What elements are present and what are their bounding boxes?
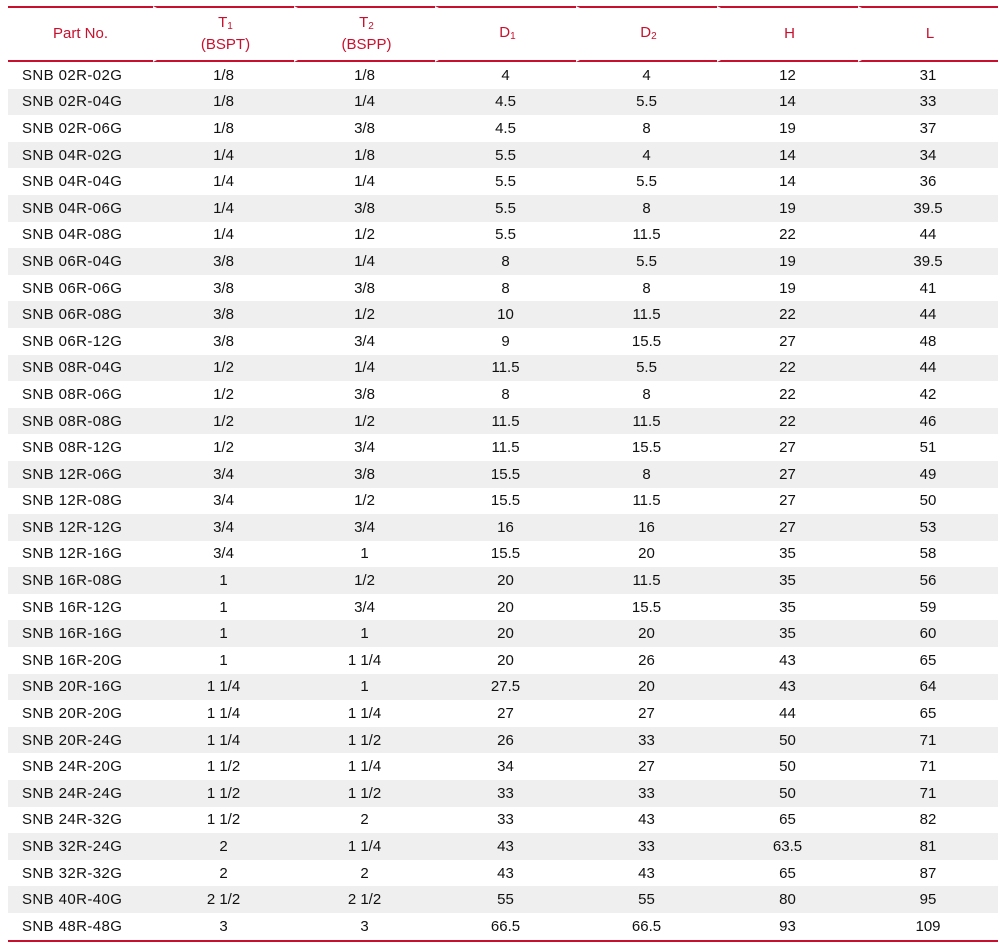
cell-l: 36 [919, 173, 937, 191]
cell-t2: 3/8 [354, 385, 375, 403]
column-header-label [862, 24, 998, 44]
cell-part: SNB 06R-12G [22, 332, 123, 350]
cell-t1: 3/8 [213, 279, 234, 297]
cell-part: SNB 16R-20G [22, 651, 123, 669]
cell-d1: 5.5 [435, 142, 576, 169]
column-header-label [298, 13, 435, 35]
column-header-thread-type: (BSPP) [341, 36, 392, 53]
cell-h: 14 [717, 142, 858, 169]
table-row [8, 700, 998, 727]
cell-t2: 1/2 [294, 301, 435, 328]
cell-d1: 27.5 [435, 674, 576, 701]
cell-t1: 1/2 [213, 439, 234, 457]
cell-t1: 3 [153, 913, 294, 942]
column-header-l [858, 6, 998, 62]
cell-part: SNB 08R-04G [8, 355, 153, 382]
table-row [8, 488, 998, 515]
cell-t2: 2 1/2 [294, 886, 435, 913]
cell-l: 34 [858, 142, 998, 169]
cell-t1: 1 1/4 [153, 727, 294, 754]
table-header [8, 6, 998, 62]
table-row [8, 594, 998, 621]
cell-t1: 1/4 [153, 142, 294, 169]
cell-d2: 11.5 [632, 492, 661, 510]
cell-l: 49 [858, 461, 998, 488]
column-header-t2 [294, 6, 435, 62]
cell-part: SNB 06R-06G [22, 279, 123, 297]
cell-t2: 3/4 [354, 598, 375, 616]
cell-h: 43 [779, 651, 796, 669]
column-header-subscript: 1 [227, 21, 233, 32]
cell-d2: 20 [638, 545, 655, 563]
cell-t1: 3/8 [213, 332, 234, 350]
cell-t1: 2 1/2 [153, 886, 294, 913]
cell-part: SNB 06R-08G [8, 301, 153, 328]
cell-h: 80 [717, 886, 858, 913]
cell-d1: 33 [497, 811, 514, 829]
cell-h: 22 [717, 408, 858, 435]
cell-d2: 20 [576, 620, 717, 647]
cell-l: 64 [858, 674, 998, 701]
cell-t2: 1 1/4 [294, 833, 435, 860]
cell-d2: 20 [576, 674, 717, 701]
cell-t2: 2 [360, 811, 369, 829]
cell-t1: 1/4 [213, 173, 234, 191]
cell-d1: 20 [435, 620, 576, 647]
cell-t1: 1/4 [153, 195, 294, 222]
cell-part: SNB 12R-12G [8, 514, 153, 541]
column-header-symbol: D [499, 24, 511, 41]
cell-l: 46 [858, 408, 998, 435]
cell-part: SNB 16R-08G [8, 567, 153, 594]
cell-d2: 27 [638, 758, 655, 776]
cell-part: SNB 20R-16G [8, 674, 153, 701]
cell-l: 82 [919, 811, 937, 829]
cell-l: 51 [919, 439, 937, 457]
cell-t1: 3/4 [153, 461, 294, 488]
table-row [8, 222, 998, 249]
cell-t2: 3/4 [354, 439, 375, 457]
column-header-subscript: 1 [510, 31, 516, 42]
cell-t2: 1 1/4 [347, 651, 382, 669]
table-row [8, 647, 998, 674]
cell-d2: 16 [576, 514, 717, 541]
cell-d2: 15.5 [631, 332, 662, 350]
cell-h: 27 [717, 514, 858, 541]
table-row [8, 168, 998, 195]
cell-l: 60 [858, 620, 998, 647]
spec-table-container [8, 6, 998, 942]
cell-l: 44 [858, 355, 998, 382]
cell-l: 48 [919, 332, 937, 350]
cell-d2: 33 [576, 727, 717, 754]
cell-t2: 2 [360, 864, 369, 882]
cell-d1: 34 [497, 758, 514, 776]
cell-h: 50 [779, 758, 796, 776]
cell-d2: 15.5 [631, 439, 662, 457]
cell-d2: 8 [576, 461, 717, 488]
cell-t2: 1 [360, 545, 369, 563]
cell-d2: 43 [638, 864, 655, 882]
table-row [8, 195, 998, 222]
column-header-thread-type: (BSPT) [200, 36, 251, 53]
cell-t2: 1/2 [354, 226, 375, 244]
cell-d1: 20 [435, 567, 576, 594]
cell-t1: 1 [219, 651, 228, 669]
cell-part: SNB 24R-20G [22, 758, 123, 776]
cell-l: 71 [919, 758, 937, 776]
column-header-symbol: L [925, 25, 935, 42]
cell-l: 65 [919, 651, 937, 669]
cell-t1: 1/2 [213, 385, 234, 403]
cell-part: SNB 08R-12G [22, 439, 123, 457]
cell-d1: 16 [435, 514, 576, 541]
table-row [8, 886, 998, 913]
cell-d2: 33 [576, 780, 717, 807]
cell-l: 81 [858, 833, 998, 860]
cell-t1: 1 [219, 598, 228, 616]
table-row [8, 541, 998, 568]
cell-h: 22 [779, 385, 796, 403]
cell-h: 22 [779, 226, 796, 244]
cell-part: SNB 16R-16G [8, 620, 153, 647]
cell-d1: 4 [501, 66, 510, 84]
cell-h: 19 [717, 195, 858, 222]
table-row [8, 727, 998, 754]
cell-d1: 4.5 [435, 89, 576, 116]
table-row [8, 301, 998, 328]
cell-part: SNB 12R-16G [22, 545, 123, 563]
table-row [8, 248, 998, 275]
cell-d1: 15.5 [435, 461, 576, 488]
cell-d2: 5.5 [636, 173, 657, 191]
column-header-label [580, 23, 717, 45]
cell-part: SNB 04R-04G [22, 173, 123, 191]
cell-d1: 33 [435, 780, 576, 807]
table-row [8, 674, 998, 701]
cell-t2: 1 [294, 674, 435, 701]
cell-t2: 3/8 [354, 279, 375, 297]
cell-h: 50 [717, 727, 858, 754]
cell-l: 65 [919, 705, 937, 723]
cell-t1: 3/4 [153, 514, 294, 541]
column-header-part [8, 6, 153, 62]
cell-t2: 3/4 [294, 514, 435, 541]
cell-d1: 15.5 [490, 545, 521, 563]
cell-h: 27 [779, 439, 796, 457]
cell-l: 31 [919, 66, 937, 84]
cell-h: 93 [717, 913, 858, 942]
table-row [8, 833, 998, 860]
cell-l: 42 [919, 385, 937, 403]
cell-d2: 5.5 [576, 248, 717, 275]
table-row [8, 780, 998, 807]
cell-t2: 1/2 [354, 492, 375, 510]
cell-t2: 1/4 [354, 173, 375, 191]
cell-l: 53 [858, 514, 998, 541]
cell-part: SNB 12R-08G [22, 492, 123, 510]
cell-h: 22 [717, 301, 858, 328]
table-row [8, 115, 998, 142]
column-header-symbol: Part No. [52, 25, 109, 42]
cell-t1: 3/4 [213, 492, 234, 510]
cell-d2: 5.5 [576, 89, 717, 116]
cell-l: 59 [919, 598, 937, 616]
cell-d1: 11.5 [435, 408, 576, 435]
cell-t1: 3/8 [153, 301, 294, 328]
cell-t1: 1 [153, 567, 294, 594]
column-header-label [157, 13, 294, 35]
cell-t1: 1/2 [153, 408, 294, 435]
table-row [8, 461, 998, 488]
cell-part: SNB 24R-24G [8, 780, 153, 807]
cell-h: 14 [717, 89, 858, 116]
cell-t1: 1 1/4 [206, 705, 241, 723]
cell-h: 65 [779, 811, 796, 829]
cell-t1: 1/8 [213, 119, 234, 137]
cell-d1: 20 [497, 651, 514, 669]
column-header-d1 [435, 6, 576, 62]
cell-l: 37 [919, 119, 937, 137]
cell-h: 43 [717, 674, 858, 701]
cell-d1: 8 [501, 279, 510, 297]
cell-t1: 2 [153, 833, 294, 860]
cell-part: SNB 32R-32G [22, 864, 123, 882]
cell-part: SNB 04R-08G [22, 226, 123, 244]
table-row [8, 807, 998, 834]
cell-d1: 5.5 [495, 226, 516, 244]
cell-t2: 1 [294, 620, 435, 647]
cell-d1: 11.5 [435, 355, 576, 382]
cell-d2: 8 [642, 385, 651, 403]
cell-t1: 1/4 [213, 226, 234, 244]
cell-d2: 26 [638, 651, 655, 669]
cell-part: SNB 04R-06G [8, 195, 153, 222]
cell-part: SNB 16R-12G [22, 598, 123, 616]
cell-part: SNB 04R-02G [8, 142, 153, 169]
cell-d1: 10 [435, 301, 576, 328]
cell-part: SNB 48R-48G [8, 913, 153, 942]
cell-t2: 1/8 [354, 66, 375, 84]
cell-d1: 27 [497, 705, 514, 723]
cell-t2: 3/4 [354, 332, 375, 350]
cell-part: SNB 02R-06G [22, 119, 123, 137]
spec-table [8, 6, 998, 942]
column-header-symbol: H [784, 25, 795, 42]
table-row [8, 860, 998, 887]
cell-part: SNB 20R-24G [8, 727, 153, 754]
cell-d1: 20 [497, 598, 514, 616]
cell-t1: 1 1/2 [206, 758, 241, 776]
cell-l: 44 [858, 301, 998, 328]
table-row [8, 567, 998, 594]
cell-t2: 1/4 [294, 248, 435, 275]
column-header-d2 [576, 6, 717, 62]
cell-d1: 4.5 [495, 119, 516, 137]
cell-t2: 1 1/4 [347, 705, 382, 723]
cell-part: SNB 06R-04G [8, 248, 153, 275]
cell-part: SNB 20R-20G [22, 705, 123, 723]
column-header-subscript: 2 [651, 31, 657, 42]
table-row [8, 620, 998, 647]
cell-t1: 3/4 [213, 545, 234, 563]
cell-h: 50 [717, 780, 858, 807]
cell-t2: 3 [294, 913, 435, 942]
cell-part: SNB 02R-02G [22, 66, 123, 84]
cell-d2: 11.5 [576, 408, 717, 435]
cell-d1: 66.5 [435, 913, 576, 942]
cell-d2: 8 [642, 279, 651, 297]
table-row [8, 89, 998, 116]
cell-d1: 8 [501, 385, 510, 403]
cell-h: 65 [779, 864, 796, 882]
cell-d2: 27 [638, 705, 655, 723]
cell-h: 63.5 [717, 833, 858, 860]
header-row [8, 6, 998, 62]
cell-h: 14 [779, 173, 796, 191]
cell-t2: 1/2 [294, 408, 435, 435]
cell-d2: 15.5 [631, 598, 662, 616]
cell-h: 44 [779, 705, 796, 723]
cell-d1: 11.5 [491, 439, 520, 457]
cell-h: 27 [717, 461, 858, 488]
cell-h: 19 [717, 248, 858, 275]
cell-t2: 1/8 [294, 142, 435, 169]
cell-t1: 1 [153, 620, 294, 647]
table-row [8, 355, 998, 382]
cell-d2: 55 [576, 886, 717, 913]
cell-t2: 1 1/2 [294, 780, 435, 807]
cell-d1: 43 [435, 833, 576, 860]
cell-d2: 43 [638, 811, 655, 829]
cell-d2: 66.5 [576, 913, 717, 942]
cell-l: 87 [919, 864, 937, 882]
cell-l: 41 [919, 279, 937, 297]
cell-t2: 1/4 [294, 355, 435, 382]
cell-h: 35 [779, 598, 796, 616]
cell-t1: 1/8 [153, 89, 294, 116]
column-header-label [721, 24, 858, 44]
cell-d1: 5.5 [435, 195, 576, 222]
cell-t1: 1 1/2 [206, 811, 241, 829]
cell-part: SNB 02R-04G [8, 89, 153, 116]
table-row [8, 913, 998, 942]
cell-l: 56 [858, 567, 998, 594]
cell-h: 19 [779, 279, 796, 297]
cell-t1: 1 1/2 [153, 780, 294, 807]
cell-d2: 8 [642, 119, 651, 137]
cell-t2: 1 1/4 [347, 758, 382, 776]
table-row [8, 381, 998, 408]
column-header-h [717, 6, 858, 62]
cell-d2: 33 [576, 833, 717, 860]
cell-l: 71 [858, 727, 998, 754]
cell-d1: 43 [497, 864, 514, 882]
cell-part: SNB 08R-08G [8, 408, 153, 435]
cell-part: SNB 24R-32G [22, 811, 123, 829]
table-row [8, 142, 998, 169]
cell-d1: 8 [435, 248, 576, 275]
cell-d2: 4 [642, 66, 651, 84]
cell-l: 71 [858, 780, 998, 807]
cell-d2: 4 [576, 142, 717, 169]
cell-l: 39.5 [858, 248, 998, 275]
cell-h: 35 [717, 567, 858, 594]
column-header-label [8, 24, 153, 44]
table-row [8, 328, 998, 355]
cell-part: SNB 32R-24G [8, 833, 153, 860]
cell-t2: 1/2 [294, 567, 435, 594]
cell-t1: 1 1/4 [153, 674, 294, 701]
cell-d1: 26 [435, 727, 576, 754]
table-row [8, 434, 998, 461]
cell-d2: 11.5 [576, 301, 717, 328]
cell-d1: 55 [435, 886, 576, 913]
cell-d1: 5.5 [495, 173, 516, 191]
table-row [8, 275, 998, 302]
table-row [8, 514, 998, 541]
cell-h: 27 [779, 332, 796, 350]
table-row [8, 408, 998, 435]
cell-t2: 3/8 [354, 119, 375, 137]
column-header-label [439, 23, 576, 45]
cell-l: 39.5 [858, 195, 998, 222]
cell-h: 19 [779, 119, 796, 137]
cell-d2: 5.5 [576, 355, 717, 382]
cell-h: 27 [779, 492, 796, 510]
column-header-symbol: T [218, 14, 228, 31]
cell-l: 44 [919, 226, 937, 244]
column-header-subscript: 2 [368, 21, 374, 32]
column-header-symbol: T [359, 14, 369, 31]
column-header-t1 [153, 6, 294, 62]
cell-t1: 1/2 [153, 355, 294, 382]
cell-t2: 3/8 [294, 195, 435, 222]
cell-part: SNB 08R-06G [22, 385, 123, 403]
cell-t2: 1/4 [294, 89, 435, 116]
cell-l: 50 [919, 492, 937, 510]
cell-l: 109 [858, 913, 998, 942]
cell-l: 58 [919, 545, 937, 563]
cell-l: 95 [858, 886, 998, 913]
cell-h: 22 [717, 355, 858, 382]
cell-t1: 3/8 [153, 248, 294, 275]
cell-h: 35 [779, 545, 796, 563]
table-body [8, 62, 998, 942]
column-header-symbol: D [640, 24, 652, 41]
cell-d2: 8 [576, 195, 717, 222]
cell-t1: 1/8 [213, 66, 234, 84]
cell-part: SNB 12R-06G [8, 461, 153, 488]
cell-h: 12 [779, 66, 796, 84]
cell-d1: 9 [501, 332, 510, 350]
cell-t2: 3/8 [294, 461, 435, 488]
cell-d2: 11.5 [632, 226, 661, 244]
cell-l: 33 [858, 89, 998, 116]
table-row [8, 62, 998, 89]
cell-t2: 1 1/2 [294, 727, 435, 754]
cell-d1: 15.5 [490, 492, 521, 510]
cell-d2: 11.5 [576, 567, 717, 594]
cell-part: SNB 40R-40G [8, 886, 153, 913]
table-row [8, 753, 998, 780]
cell-h: 35 [717, 620, 858, 647]
cell-t1: 2 [219, 864, 228, 882]
